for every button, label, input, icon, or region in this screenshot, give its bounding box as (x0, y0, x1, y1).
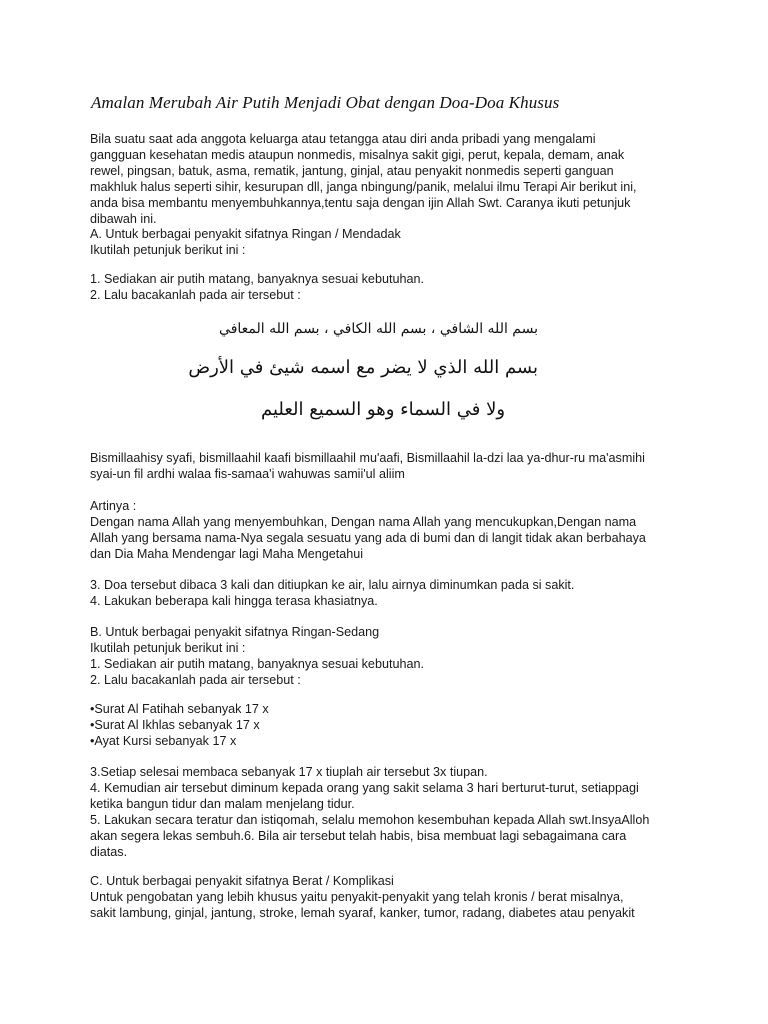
meaning-block (90, 499, 690, 563)
section-c (90, 874, 690, 922)
step-item: 2. Lalu bacakanlah pada air tersebut : (90, 672, 301, 687)
step-item: 1. Sediakan air putih matang, banyaknya sesuai kebutuhan. (90, 656, 424, 671)
intro-paragraph (90, 132, 690, 259)
text-line: Untuk pengobatan yang lebih khusus yaitu penyakit-penyakit yang telah kronis / berat misalnya, (90, 889, 624, 904)
meaning-label: Artinya : (90, 499, 137, 513)
text-line: dan Dia Maha Mendengar lagi Maha Mengetahui (90, 546, 364, 561)
transliteration (90, 451, 690, 483)
steps-a (90, 272, 690, 304)
step-item: 4. Kemudian air tersebut diminum kepada orang yang sakit selama 3 hari berturut-turut, setiappagi (90, 780, 639, 795)
bullet-item: •Surat Al Fatihah sebanyak 17 x (90, 702, 269, 716)
step-item: 1. Sediakan air putih matang, banyaknya sesuai kebutuhan. (90, 272, 424, 286)
text-line: Allah yang bersama nama-Nya segala sesuatu yang ada di bumi dan di langit tidak akan berbahaya (90, 530, 646, 545)
section-b-heading: B. Untuk berbagai penyakit sifatnya Ringan-Sedang (90, 625, 380, 639)
text-line: makhluk halus seperti sihir, kesurupan dll, janga nbingung/panik, melalui ilmu Terapi Air berikut ini, (90, 179, 637, 194)
text-line: sakit lambung, ginjal, jantung, stroke, lemah syaraf, kanker, tumor, radang, diabetes atau penyakit (90, 905, 635, 920)
arabic-line: ولا في السماء وهو السميع العليم (260, 399, 506, 420)
step-item: 4. Lakukan beberapa kali hingga terasa khasiatnya. (90, 593, 378, 608)
steps-a-continued (90, 578, 690, 610)
document-title: Amalan Merubah Air Putih Menjadi Obat dengan Doa-Doa Khusus (91, 93, 560, 112)
bullet-item: •Ayat Kursi sebanyak 17 x (90, 733, 237, 748)
section-c-heading: C. Untuk berbagai penyakit sifatnya Berat / Komplikasi (90, 874, 394, 888)
text-line: dibawah ini. (90, 211, 157, 226)
section-b (90, 625, 690, 689)
step-item: 3. Doa tersebut dibaca 3 kali dan ditiupkan ke air, lalu airnya diminumkan pada si sakit. (90, 578, 575, 592)
arabic-prayer-image (188, 316, 538, 438)
text-line: rewel, pingsan, batuk, asma, rematik, jantung, ginjal, atau penyakit nonmedis seperti ganguan (90, 163, 614, 178)
text-line: diatas. (90, 844, 128, 859)
step-item: 5. Lakukan secara teratur dan istiqomah, selalu memohon kesembuhan kepada Allah swt.InsyaAlloh (90, 812, 650, 827)
bullet-item: •Surat Al Ikhlas sebanyak 17 x (90, 717, 260, 732)
text-line: anda bisa membantu menyembuhkannya,tentu saja dengan ijin Allah Swt. Caranya ikuti petunjuk (90, 195, 631, 210)
text-line: syai-un fil ardhi walaa fis-samaa'i wahuwas samii'ul aliim (90, 466, 405, 481)
text-line: Ikutilah petunjuk berikut ini : (90, 243, 246, 258)
step-item: 2. Lalu bacakanlah pada air tersebut : (90, 287, 301, 302)
text-line: gangguan kesehatan medis ataupun nonmedis, misalnya sakit gigi, perut, kepala, demam, anak (90, 147, 625, 162)
text-line: Dengan nama Allah yang menyembuhkan, Dengan nama Allah yang mencukupkan,Dengan nama (90, 514, 637, 529)
bullet-list (90, 702, 690, 750)
arabic-line: بسم الله الشافي ، بسم الله الكافي ، بسم الله المعافي (219, 321, 538, 337)
step-item: 3.Setiap selesai membaca sebanyak 17 x tiuplah air tersebut 3x tiupan. (90, 765, 488, 779)
text-line: Bila suatu saat ada anggota keluarga atau tetangga atau diri anda pribadi yang mengalami (90, 132, 596, 146)
text-line: Bismillaahisy syafi, bismillaahil kaafi bismillaahil mu'aafi, Bismillaahil la-dzi laa ya-dhur-ru ma'asmihi (90, 451, 645, 465)
arabic-line: بسم الله الذي لا يضر مع اسمه شيئ في الأرض (188, 357, 538, 378)
text-line: akan segera lekas sembuh.6. Bila air tersebut telah habis, bisa membuat lagi sebagaimana cara (90, 828, 627, 843)
text-line: ketika bangun tidur dan malam menjelang tidur. (90, 796, 355, 811)
section-a-heading: A. Untuk berbagai penyakit sifatnya Ringan / Mendadak (90, 227, 401, 242)
text-line: Ikutilah petunjuk berikut ini : (90, 640, 246, 655)
steps-b-continued (90, 765, 690, 860)
